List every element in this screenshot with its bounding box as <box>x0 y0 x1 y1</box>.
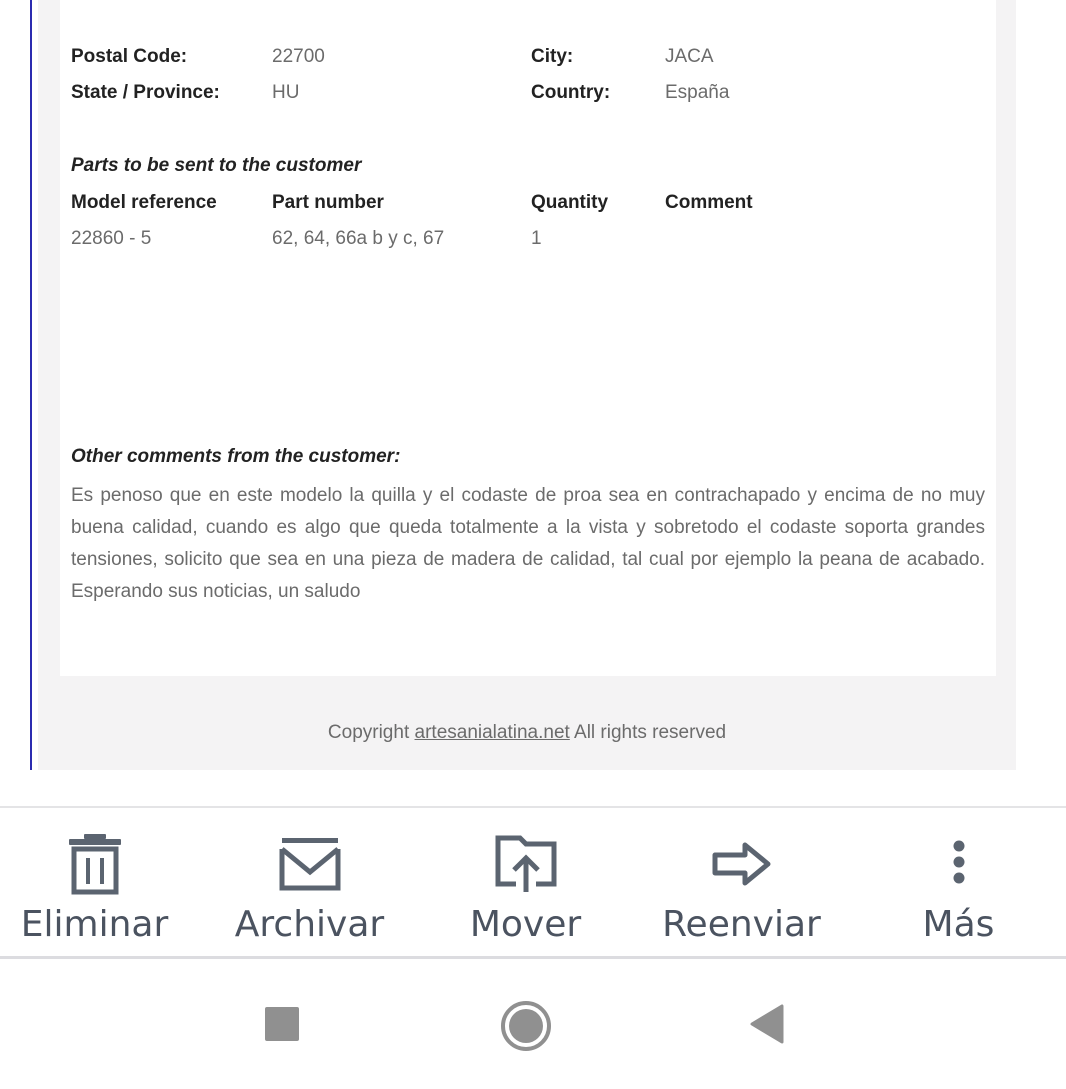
parts-header-model: Model reference <box>71 192 217 213</box>
postal-code-label: Postal Code: <box>71 46 188 67</box>
parts-header-quantity: Quantity <box>531 192 609 213</box>
square-icon <box>265 1007 299 1041</box>
move-button[interactable] <box>419 808 632 958</box>
home-button[interactable] <box>498 998 554 1054</box>
delete-label: Eliminar <box>20 904 169 945</box>
delete-button[interactable] <box>0 808 201 958</box>
more-label: Más <box>922 904 995 945</box>
parts-section-title: Parts to be sent to the customer <box>71 155 362 176</box>
more-button[interactable] <box>852 808 1065 958</box>
quote-rule <box>30 0 32 770</box>
system-navigation-bar <box>0 960 1066 1089</box>
folder-move-icon <box>491 832 561 896</box>
parts-cell-part-number: 62, 64, 66a b y c, 67 <box>272 228 445 249</box>
rights-text: All rights reserved <box>574 722 727 743</box>
customer-comment-text: Es penoso que en este modelo la quilla y el codaste de proa sea en contrachapado y encima de no muy buena calidad, cuando es algo que queda totalmente a la vista y sobretodo el codaste soporta grandes tensiones, solicito que sea en una pieza de madera de calidad, tal cual por ejemplo la peana de acabado. Esperando sus noticias, un saludo <box>71 485 985 602</box>
parts-cell-model: 22860 - 5 <box>71 228 152 249</box>
state-label: State / Province: <box>71 82 220 103</box>
archive-button[interactable] <box>203 808 416 958</box>
parts-header-part-number: Part number <box>272 192 384 213</box>
copyright-prefix: Copyright <box>327 722 410 743</box>
more-vertical-icon <box>924 832 994 896</box>
city-value: JACA <box>665 46 714 67</box>
country-label: Country: <box>531 82 611 103</box>
archive-label: Archivar <box>234 904 385 945</box>
parts-header-comment: Comment <box>665 192 753 213</box>
site-link[interactable]: artesanialatina.net <box>414 722 570 743</box>
city-label: City: <box>531 46 574 67</box>
toolbar-divider <box>0 956 1066 959</box>
comments-section-title: Other comments from the customer: <box>71 446 401 467</box>
trash-icon <box>60 832 130 896</box>
home-circle-icon <box>499 999 553 1053</box>
copyright-line <box>38 722 1016 744</box>
forward-arrow-icon <box>707 832 777 896</box>
forward-button[interactable] <box>635 808 848 958</box>
state-value: HU <box>272 82 300 103</box>
archive-tray-icon <box>275 832 345 896</box>
move-label: Mover <box>469 904 582 945</box>
back-button[interactable] <box>746 1002 788 1046</box>
email-action-toolbar <box>0 806 1066 958</box>
postal-code-value: 22700 <box>272 46 325 67</box>
forward-label: Reenviar <box>662 904 821 945</box>
country-value: España <box>665 82 730 103</box>
back-triangle-icon <box>748 1004 786 1044</box>
recents-button[interactable] <box>262 1004 302 1044</box>
parts-cell-quantity: 1 <box>531 228 542 249</box>
